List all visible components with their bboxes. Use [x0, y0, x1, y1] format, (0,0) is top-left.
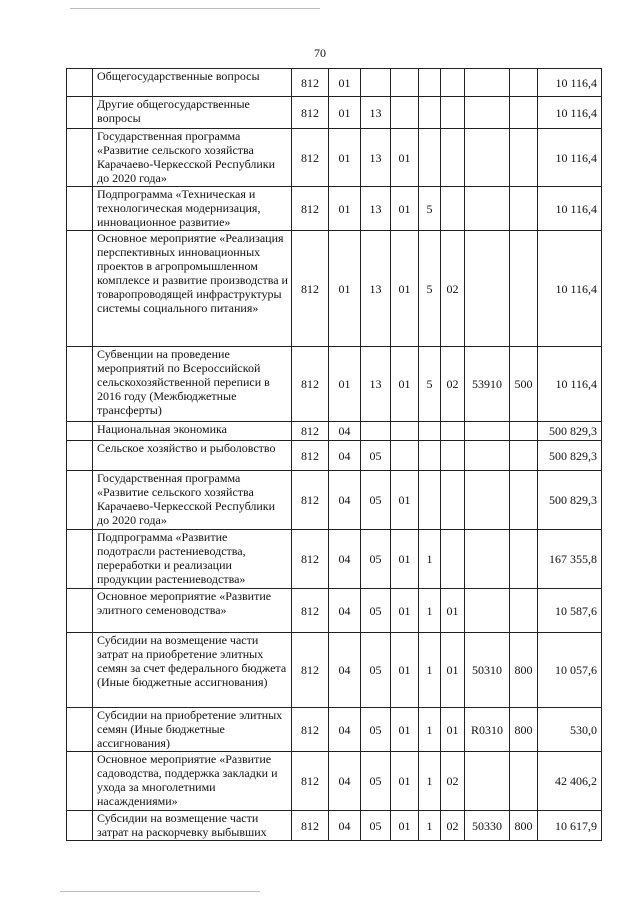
- row-ministry-cell: 812: [292, 69, 329, 97]
- row-expense-type-cell: [510, 589, 538, 633]
- row-blank-cell: [67, 811, 93, 841]
- row-direction-cell: [465, 422, 510, 441]
- row-expense-type-cell: 800: [510, 811, 538, 841]
- row-ministry-cell: 812: [292, 471, 329, 530]
- table-row: [67, 97, 602, 129]
- row-blank-cell: [67, 129, 93, 187]
- row-amount-cell: 500 829,3: [538, 471, 602, 530]
- row-direction-cell: 53910: [465, 347, 510, 422]
- row-amount-cell: 10 617,9: [538, 811, 602, 841]
- row-name-cell: Основное мероприятие «Развитие элитного семеноводства»: [93, 589, 292, 633]
- row-direction-cell: [465, 471, 510, 530]
- row-ministry-cell: 812: [292, 187, 329, 231]
- row-program-cell: 01: [391, 589, 419, 633]
- row-section-cell: 04: [329, 811, 361, 841]
- row-section-cell: 01: [329, 347, 361, 422]
- row-event-cell: [441, 187, 465, 231]
- row-program-cell: 01: [391, 231, 419, 347]
- row-subprogram-cell: 1: [419, 530, 441, 589]
- row-event-cell: [441, 97, 465, 129]
- row-ministry-cell: 812: [292, 347, 329, 422]
- row-expense-type-cell: [510, 422, 538, 441]
- row-event-cell: [441, 422, 465, 441]
- row-ministry-cell: 812: [292, 633, 329, 708]
- row-subprogram-cell: 1: [419, 589, 441, 633]
- row-subprogram-cell: [419, 441, 441, 471]
- row-name-cell: Сельское хозяйство и рыболовство: [93, 441, 292, 471]
- row-direction-cell: [465, 441, 510, 471]
- row-direction-cell: [465, 187, 510, 231]
- row-subprogram-cell: [419, 69, 441, 97]
- row-name-cell: Основное мероприятие «Развитие садоводства, поддержка закладки и ухода за многолетними насаждениями»: [93, 752, 292, 811]
- row-direction-cell: 50310: [465, 633, 510, 708]
- row-blank-cell: [67, 347, 93, 422]
- table-row: [67, 187, 602, 231]
- row-section-cell: 01: [329, 187, 361, 231]
- row-program-cell: 01: [391, 633, 419, 708]
- row-amount-cell: 530,0: [538, 708, 602, 752]
- row-amount-cell: 10 116,4: [538, 187, 602, 231]
- row-amount-cell: 10 587,6: [538, 589, 602, 633]
- table-row: [67, 530, 602, 589]
- row-amount-cell: 10 116,4: [538, 231, 602, 347]
- row-subprogram-cell: 1: [419, 633, 441, 708]
- row-amount-cell: 10 116,4: [538, 97, 602, 129]
- row-subsection-cell: 05: [361, 441, 391, 471]
- row-event-cell: 02: [441, 811, 465, 841]
- row-ministry-cell: 812: [292, 97, 329, 129]
- row-section-cell: 01: [329, 69, 361, 97]
- row-amount-cell: 10 116,4: [538, 347, 602, 422]
- row-subprogram-cell: 1: [419, 811, 441, 841]
- row-name-cell: Подпрограмма «Техническая и технологическая модернизация, инновационное развитие»: [93, 187, 292, 231]
- row-event-cell: 01: [441, 589, 465, 633]
- row-program-cell: 01: [391, 708, 419, 752]
- row-blank-cell: [67, 471, 93, 530]
- row-amount-cell: 10 116,4: [538, 129, 602, 187]
- row-name-cell: Другие общегосударственные вопросы: [93, 97, 292, 129]
- row-direction-cell: [465, 231, 510, 347]
- table-row: [67, 811, 602, 841]
- row-direction-cell: [465, 752, 510, 811]
- row-name-cell: Государственная программа «Развитие сельского хозяйства Карачаево-Черкесской Республики до 2020 года»: [93, 129, 292, 187]
- row-section-cell: 04: [329, 589, 361, 633]
- row-subsection-cell: 05: [361, 811, 391, 841]
- row-amount-cell: 500 829,3: [538, 422, 602, 441]
- row-subsection-cell: 13: [361, 187, 391, 231]
- row-program-cell: [391, 422, 419, 441]
- row-program-cell: 01: [391, 752, 419, 811]
- row-ministry-cell: 812: [292, 589, 329, 633]
- row-section-cell: 04: [329, 530, 361, 589]
- row-event-cell: [441, 69, 465, 97]
- row-event-cell: [441, 471, 465, 530]
- row-event-cell: 01: [441, 708, 465, 752]
- table-row: [67, 129, 602, 187]
- row-ministry-cell: 812: [292, 811, 329, 841]
- row-section-cell: 04: [329, 441, 361, 471]
- table-row: [67, 441, 602, 471]
- row-subsection-cell: 05: [361, 530, 391, 589]
- row-subprogram-cell: 5: [419, 231, 441, 347]
- row-amount-cell: 500 829,3: [538, 441, 602, 471]
- row-program-cell: 01: [391, 129, 419, 187]
- row-name-cell: Общегосударственные вопросы: [93, 69, 292, 97]
- row-subsection-cell: 05: [361, 589, 391, 633]
- row-subsection-cell: 05: [361, 633, 391, 708]
- row-name-cell: Субсидии на возмещение части затрат на раскорчевку выбывших: [93, 811, 292, 841]
- row-blank-cell: [67, 441, 93, 471]
- row-expense-type-cell: [510, 97, 538, 129]
- row-program-cell: 01: [391, 347, 419, 422]
- row-amount-cell: 167 355,8: [538, 530, 602, 589]
- row-section-cell: 01: [329, 129, 361, 187]
- row-blank-cell: [67, 69, 93, 97]
- row-name-cell: Национальная экономика: [93, 422, 292, 441]
- row-subprogram-cell: [419, 129, 441, 187]
- row-event-cell: 02: [441, 231, 465, 347]
- row-name-cell: Субсидии на возмещение части затрат на приобретение элитных семян за счет федерального бюджета (Иные бюджетные ассигнования): [93, 633, 292, 708]
- table-row: [67, 422, 602, 441]
- row-direction-cell: [465, 129, 510, 187]
- row-blank-cell: [67, 708, 93, 752]
- row-blank-cell: [67, 97, 93, 129]
- scan-line-top: [70, 8, 320, 9]
- row-subsection-cell: 13: [361, 97, 391, 129]
- row-ministry-cell: 812: [292, 422, 329, 441]
- row-program-cell: [391, 97, 419, 129]
- table-row: [67, 633, 602, 708]
- row-program-cell: 01: [391, 811, 419, 841]
- row-ministry-cell: 812: [292, 231, 329, 347]
- row-name-cell: Субвенции на проведение мероприятий по Всероссийской сельскохозяйственной переписи в 2016 году (Межбюджетные трансферты): [93, 347, 292, 422]
- row-program-cell: 01: [391, 471, 419, 530]
- row-subprogram-cell: [419, 97, 441, 129]
- row-ministry-cell: 812: [292, 441, 329, 471]
- row-direction-cell: [465, 97, 510, 129]
- row-subprogram-cell: 5: [419, 347, 441, 422]
- row-program-cell: [391, 441, 419, 471]
- row-blank-cell: [67, 187, 93, 231]
- row-name-cell: Основное мероприятие «Реализация перспективных инновационных проектов в агропромышленном комплексе и развитие производства и товаропроводящей инфраструктуры системы социального питания»: [93, 231, 292, 347]
- table-row: [67, 471, 602, 530]
- table-row: [67, 752, 602, 811]
- row-section-cell: 01: [329, 97, 361, 129]
- row-name-cell: Подпрограмма «Развитие подотрасли растениеводства, переработки и реализации продукции растениеводства»: [93, 530, 292, 589]
- row-event-cell: 02: [441, 347, 465, 422]
- row-subsection-cell: [361, 422, 391, 441]
- row-expense-type-cell: [510, 187, 538, 231]
- row-expense-type-cell: 800: [510, 633, 538, 708]
- row-expense-type-cell: [510, 530, 538, 589]
- row-expense-type-cell: 500: [510, 347, 538, 422]
- row-subprogram-cell: 5: [419, 187, 441, 231]
- row-program-cell: [391, 69, 419, 97]
- row-program-cell: 01: [391, 530, 419, 589]
- row-subsection-cell: 13: [361, 231, 391, 347]
- row-event-cell: [441, 441, 465, 471]
- row-amount-cell: 10 057,6: [538, 633, 602, 708]
- row-blank-cell: [67, 530, 93, 589]
- row-subprogram-cell: 1: [419, 708, 441, 752]
- row-direction-cell: [465, 530, 510, 589]
- row-subsection-cell: 05: [361, 471, 391, 530]
- row-subsection-cell: [361, 69, 391, 97]
- table-row: [67, 347, 602, 422]
- row-ministry-cell: 812: [292, 129, 329, 187]
- row-section-cell: 04: [329, 471, 361, 530]
- scan-line-bottom: [60, 891, 260, 892]
- row-expense-type-cell: [510, 69, 538, 97]
- row-expense-type-cell: [510, 752, 538, 811]
- row-program-cell: 01: [391, 187, 419, 231]
- row-name-cell: Государственная программа «Развитие сельского хозяйства Карачаево-Черкесской Республики до 2020 года»: [93, 471, 292, 530]
- row-expense-type-cell: [510, 129, 538, 187]
- row-direction-cell: R0310: [465, 708, 510, 752]
- row-expense-type-cell: [510, 231, 538, 347]
- row-section-cell: 01: [329, 231, 361, 347]
- row-blank-cell: [67, 752, 93, 811]
- row-section-cell: 04: [329, 422, 361, 441]
- row-section-cell: 04: [329, 708, 361, 752]
- table-body: [67, 69, 602, 841]
- row-expense-type-cell: [510, 471, 538, 530]
- row-amount-cell: 42 406,2: [538, 752, 602, 811]
- row-subsection-cell: 05: [361, 752, 391, 811]
- row-subsection-cell: 05: [361, 708, 391, 752]
- row-amount-cell: 10 116,4: [538, 69, 602, 97]
- row-direction-cell: [465, 69, 510, 97]
- row-blank-cell: [67, 633, 93, 708]
- table-row: [67, 708, 602, 752]
- table-row: [67, 589, 602, 633]
- row-subprogram-cell: 1: [419, 752, 441, 811]
- row-expense-type-cell: 800: [510, 708, 538, 752]
- page-number: 70: [314, 46, 326, 60]
- row-direction-cell: [465, 589, 510, 633]
- row-event-cell: 01: [441, 633, 465, 708]
- row-subsection-cell: 13: [361, 347, 391, 422]
- row-name-cell: Субсидии на приобретение элитных семян (Иные бюджетные ассигнования): [93, 708, 292, 752]
- budget-table: [66, 68, 602, 841]
- row-ministry-cell: 812: [292, 752, 329, 811]
- row-direction-cell: 50330: [465, 811, 510, 841]
- table-row: [67, 231, 602, 347]
- table-row: [67, 69, 602, 97]
- row-ministry-cell: 812: [292, 708, 329, 752]
- row-blank-cell: [67, 231, 93, 347]
- row-section-cell: 04: [329, 752, 361, 811]
- row-event-cell: [441, 129, 465, 187]
- row-blank-cell: [67, 422, 93, 441]
- row-subprogram-cell: [419, 471, 441, 530]
- row-subsection-cell: 13: [361, 129, 391, 187]
- row-section-cell: 04: [329, 633, 361, 708]
- row-ministry-cell: 812: [292, 530, 329, 589]
- row-blank-cell: [67, 589, 93, 633]
- row-subprogram-cell: [419, 422, 441, 441]
- row-event-cell: 02: [441, 752, 465, 811]
- row-expense-type-cell: [510, 441, 538, 471]
- row-event-cell: [441, 530, 465, 589]
